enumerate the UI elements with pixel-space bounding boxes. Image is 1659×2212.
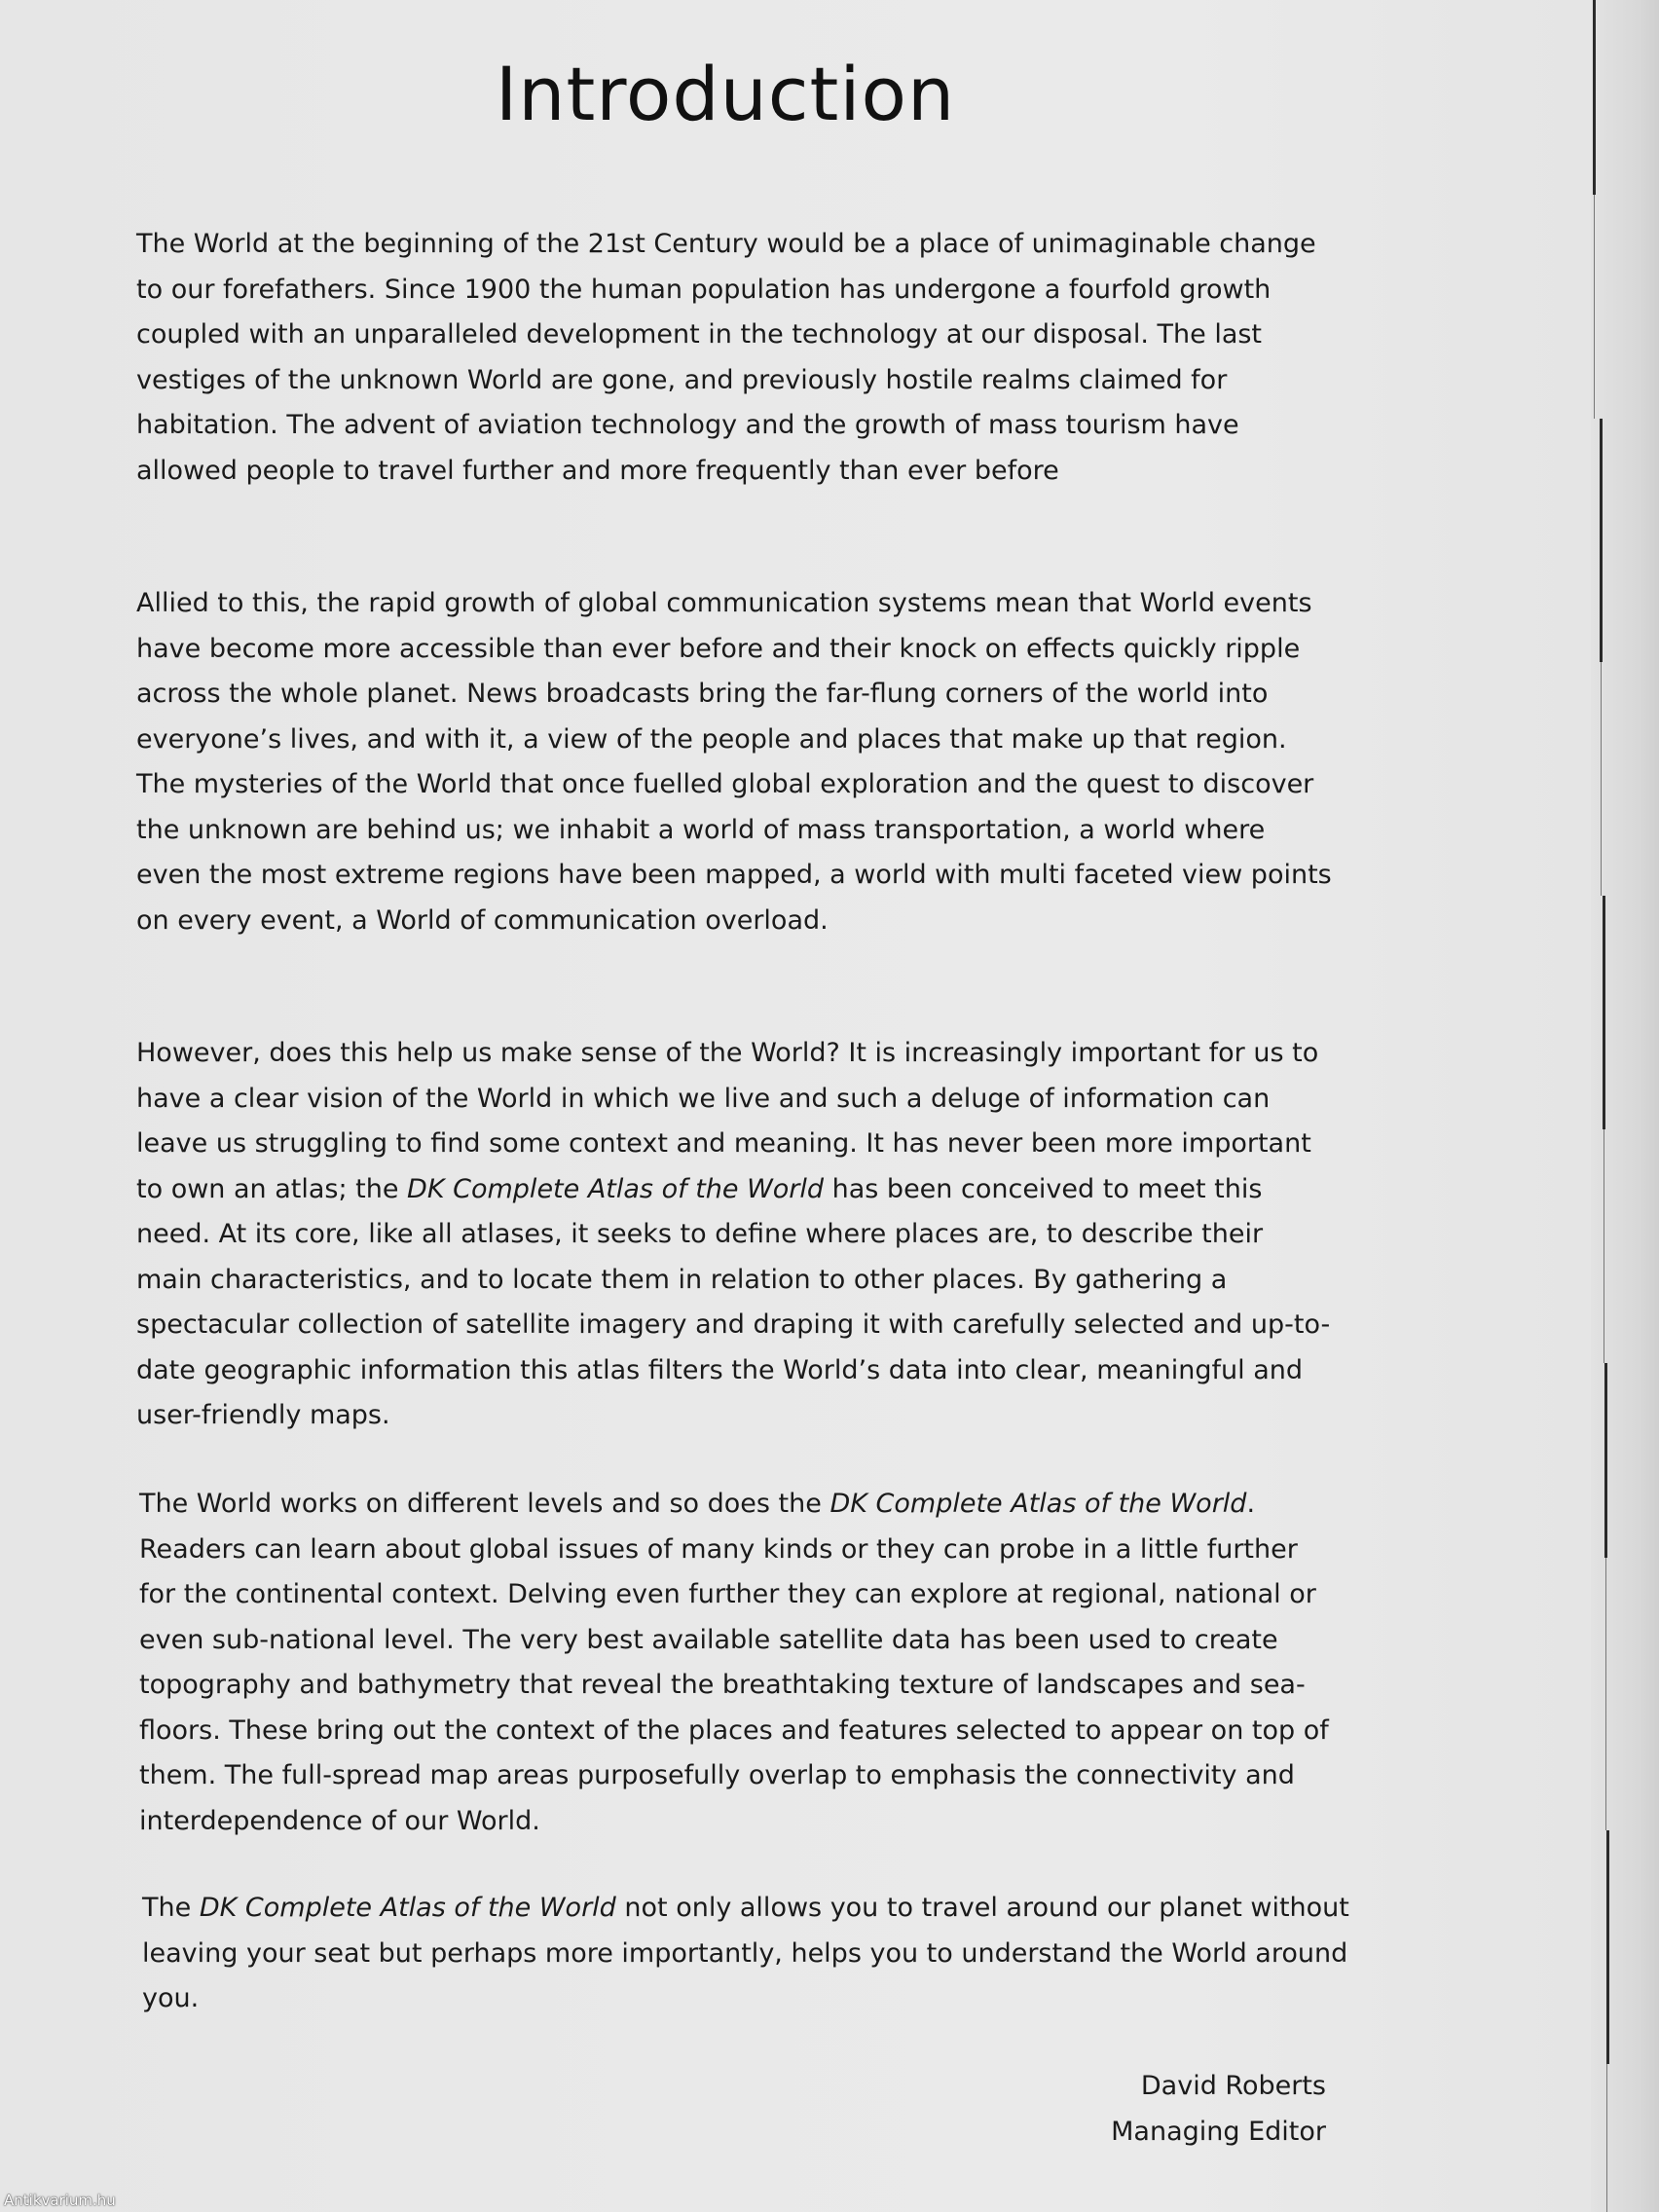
paragraph-text: The World works on different levels and so does the [139, 1489, 830, 1519]
gutter-line [1594, 195, 1595, 419]
gutter-line [1605, 1558, 1606, 1830]
paragraph-text: Allied to this, the rapid growth of global communication systems mean that World events have become more accessible than ever before and their knock on effects quickly ripple across the whole planet. News broadcasts bring the far-flung corners of the world into everyone’s lives, and with it, a view of the people and places that make up that region. The mysteries of the World that once fuelled global exploration and the quest to discover the unknown are behind us; we inhabit a world of mass transportation, a world where even the most extreme regions have been mapped, a world with multi faceted view points on every event, a World of communication overload. [136, 588, 1332, 936]
paragraph-text: However, does this help us make sense of the World? It is increasingly important for us to have a clear vision of the World in which we live and such a deluge of information can leave us struggling to find some context and meaning. It has never been more important to own an atlas; the [136, 1038, 1319, 1204]
paragraph-text: . Readers can learn about global issues of many kinds or they can probe in a little further for the continental context. Delving even further they can explore at regional, national or even sub-national level. The very best available satellite data has been used to create topography and bathymetry that reveal the breathtaking texture of landscapes and sea-floors. These bring out the context of the places and features selected to appear on top of them. The full-spread map areas purposefully overlap to emphasis the connectivity and interdependence of our World. [139, 1489, 1329, 1836]
gutter-line [1604, 1363, 1607, 1558]
gutter-line [1600, 419, 1603, 662]
paragraph-1 [136, 222, 1334, 494]
author-role: Managing Editor [1111, 2116, 1326, 2147]
paragraph-2 [136, 581, 1334, 943]
gutter-line [1593, 0, 1596, 195]
paragraph-text: The World at the beginning of the 21st Century would be a place of unimaginable change to our forefathers. Since 1900 the human population has undergone a fourfold growth coupled with an unparalleled development in the technology at our disposal. The last vestiges of the unknown World are gone, and previously hostile realms claimed for habitation. The advent of aviation technology and the growth of mass tourism have allowed people to travel further and more frequently than ever before [136, 229, 1316, 486]
paragraph-text: not only allows you to travel around our planet without leaving your seat but perhaps more importantly, helps you to understand the World around you. [142, 1893, 1349, 2013]
gutter-line [1603, 896, 1605, 1129]
book-title-text: DK Complete Atlas of the World [830, 1489, 1247, 1519]
watermark-text: Antikvarium.hu [4, 2192, 116, 2209]
book-title-text: DK Complete Atlas of the World [199, 1893, 616, 1923]
gutter-line [1601, 662, 1602, 896]
signature-block [1111, 2064, 1326, 2155]
paragraph-5 [142, 1886, 1349, 2022]
gutter-line [1606, 2064, 1607, 2212]
paragraph-text: The [142, 1893, 200, 1923]
book-title-text: DK Complete Atlas of the World [407, 1173, 825, 1204]
paragraph-4 [139, 1482, 1337, 1844]
paragraph-3 [136, 1031, 1334, 1439]
gutter-line [1606, 1830, 1609, 2064]
page-gutter-edge [1591, 0, 1659, 2212]
page-title: Introduction [495, 51, 956, 137]
author-name: David Roberts [1140, 2071, 1326, 2101]
paragraph-text: has been conceived to meet this need. At its core, like all atlases, it seeks to define where places are, to describe their main characteristics, and to locate them in relation to other places. By gathering a spectacular collection of satellite imagery and draping it with carefully selected and up-to-date geographic information this atlas filters the World’s data into clear, meaningful and user-friendly maps. [136, 1173, 1331, 1430]
